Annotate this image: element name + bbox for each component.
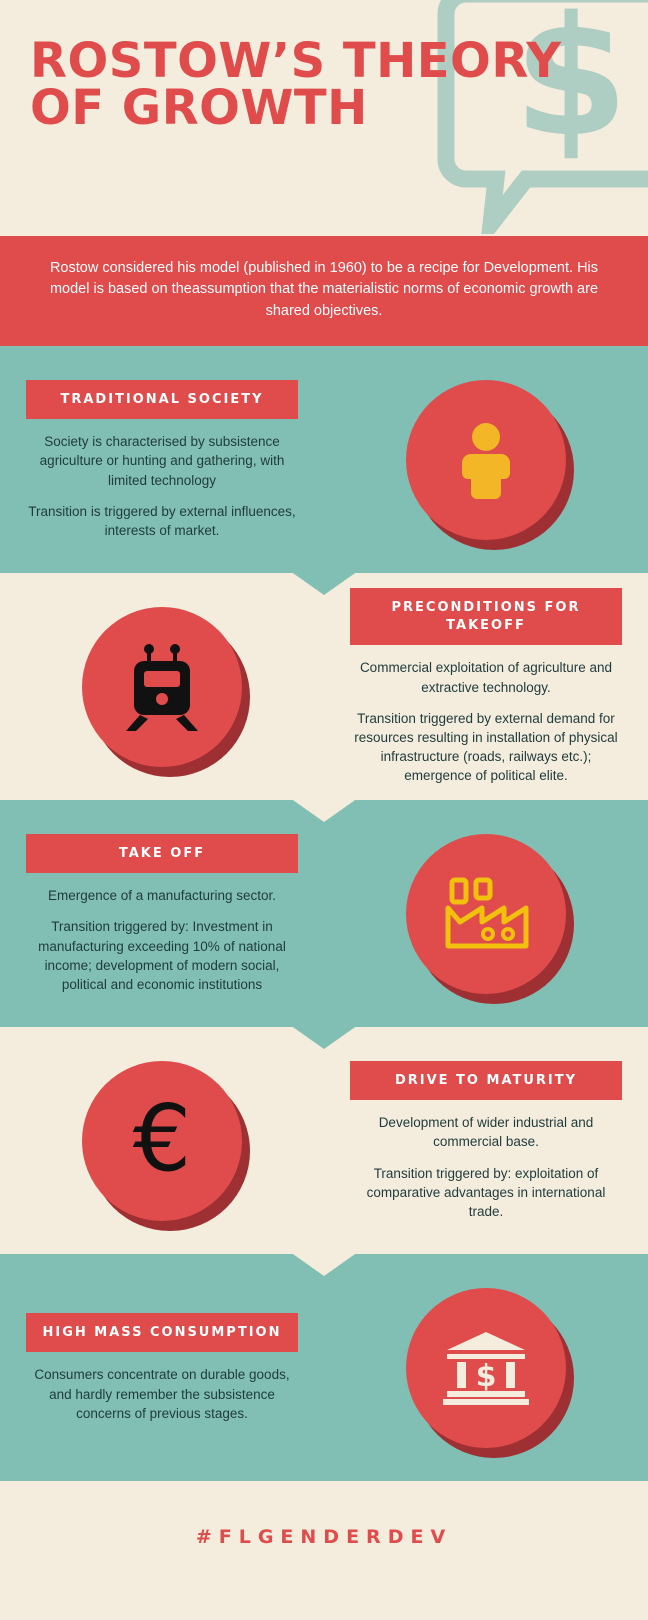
stage-label: PRECONDITIONS FOR TAKEOFF — [350, 588, 622, 645]
stage-paragraph: Society is characterised by subsistence agriculture or hunting and gathering, with limited technology — [39, 434, 285, 488]
chevron-notch — [290, 1025, 358, 1049]
stage-icon-block — [0, 1061, 324, 1221]
factory-icon — [438, 874, 534, 954]
stage-body — [350, 1113, 622, 1221]
euro-currency-icon: € — [132, 1084, 192, 1192]
stage-paragraph: Transition triggered by: exploitation of comparative advantages in international trade. — [366, 1165, 606, 1219]
stage-body — [26, 1365, 298, 1422]
icon-circle — [82, 607, 242, 767]
chevron-notch — [290, 1252, 358, 1276]
stage-paragraph: Emergence of a manufacturing sector. — [47, 888, 277, 904]
footer — [0, 1481, 648, 1593]
header — [0, 0, 648, 236]
stage-paragraph: Consumers concentrate on durable goods, and hardly remember the subsistence concerns of previous stages. — [34, 1367, 290, 1421]
stage-text-block — [324, 588, 648, 785]
stage-text-block — [0, 1313, 324, 1423]
stage-label: TAKE OFF — [26, 834, 298, 874]
stage-text-block — [324, 1061, 648, 1221]
icon-circle — [406, 380, 566, 540]
person-icon — [441, 415, 531, 505]
train-icon — [116, 641, 208, 733]
stage-high-mass-consumption — [0, 1254, 648, 1481]
stage-text-block — [0, 834, 324, 994]
stage-paragraph: Transition triggered by: Investment in manufacturing exceeding 10% of national income; development of modern social, political and economic institutions — [38, 919, 286, 992]
page-title: ROSTOW’S THEORY OF GROWTH — [30, 33, 562, 137]
intro-banner — [0, 236, 648, 346]
stage-icon-block — [324, 1288, 648, 1448]
hashtag-label: #FLGENDERDEV — [195, 1526, 453, 1549]
intro-text: Rostow considered his model (published in 1960) to be a recipe for Development. His model is based on theassumption that the materialistic norms of economic growth are shared objectives. — [49, 260, 599, 319]
chevron-notch — [290, 798, 358, 822]
stage-body — [350, 658, 622, 785]
stage-paragraph: Transition is triggered by external influences, interests of market. — [28, 503, 296, 538]
stage-label: TRADITIONAL SOCIETY — [26, 380, 298, 420]
stage-paragraph: Transition triggered by external demand for resources resulting in installation of physical infrastructure (roads, railways etc.); emergence of political elite. — [354, 710, 618, 784]
stage-label: HIGH MASS CONSUMPTION — [26, 1313, 298, 1353]
svg-text:$: $ — [513, 0, 629, 173]
stage-traditional-society — [0, 346, 648, 573]
stage-icon-block — [0, 607, 324, 767]
stage-icon-block — [324, 834, 648, 994]
stage-take-off — [0, 800, 648, 1027]
stage-drive-to-maturity — [0, 1027, 648, 1254]
stage-paragraph: Development of wider industrial and commercial base. — [378, 1115, 594, 1150]
stage-paragraph: Commercial exploitation of agriculture and extractive technology. — [359, 660, 613, 695]
icon-circle — [406, 1288, 566, 1448]
stage-preconditions-for-takeoff — [0, 573, 648, 800]
svg-text:$: $ — [475, 1358, 497, 1394]
chevron-notch — [290, 571, 358, 595]
stage-text-block — [0, 380, 324, 540]
stage-body — [26, 886, 298, 994]
stage-icon-block — [324, 380, 648, 540]
stage-label: DRIVE TO MATURITY — [350, 1061, 622, 1101]
icon-circle — [82, 1061, 242, 1221]
bank-building-icon — [441, 1328, 531, 1408]
icon-circle — [406, 834, 566, 994]
stage-body — [26, 432, 298, 540]
